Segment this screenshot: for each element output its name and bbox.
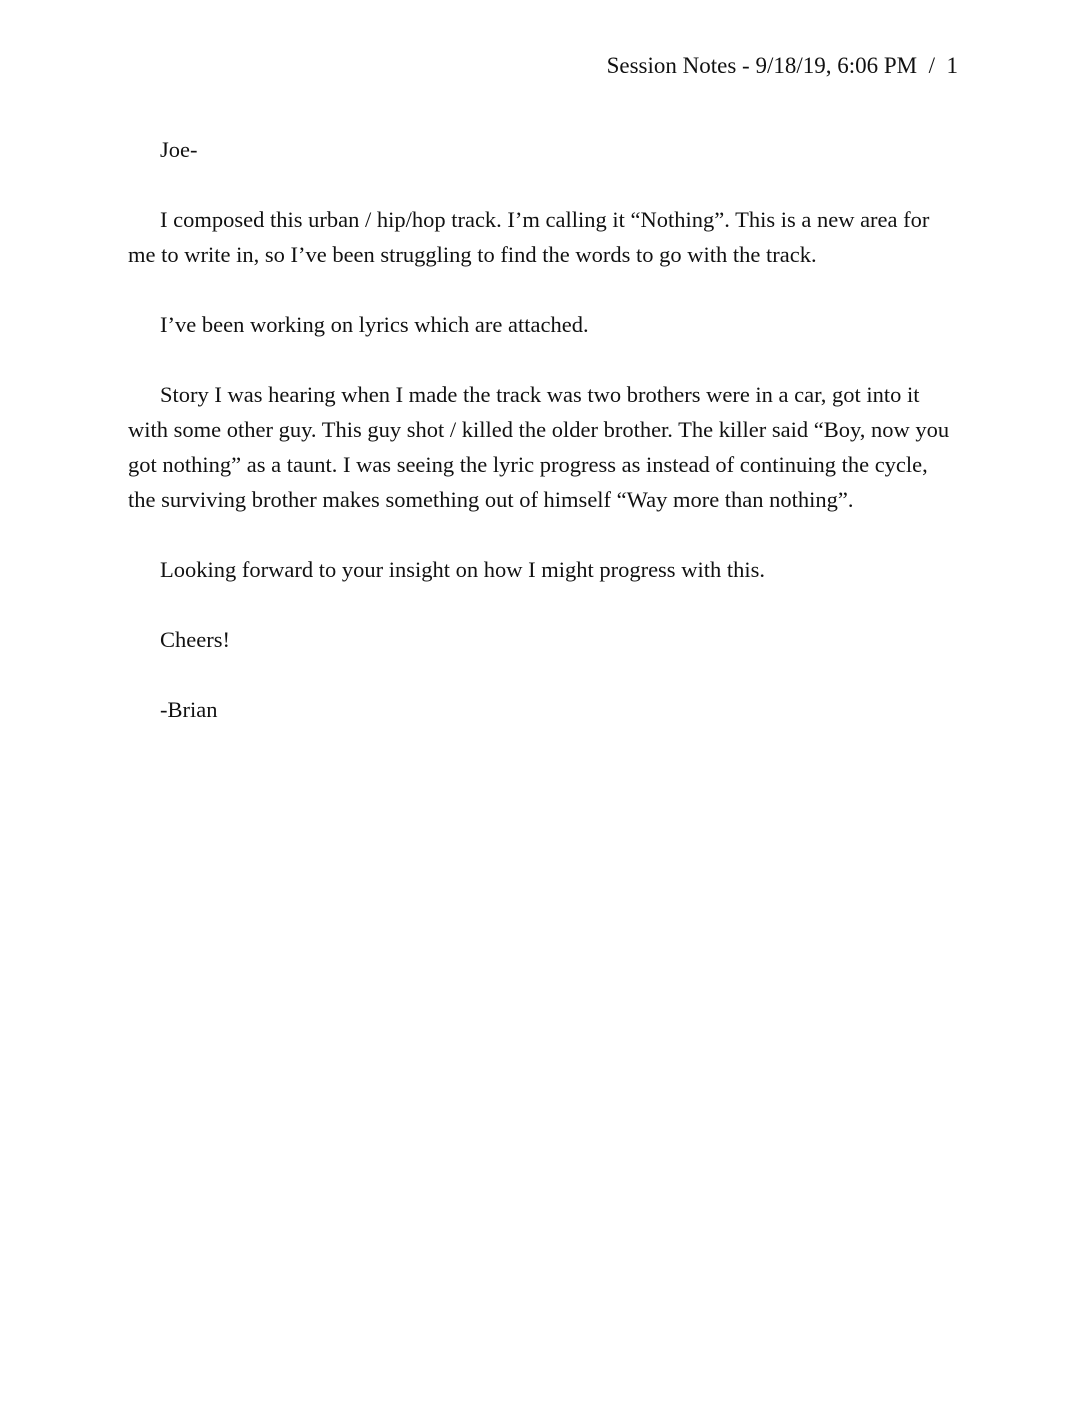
closing: Cheers! (160, 627, 230, 652)
letter-body (128, 132, 958, 762)
header-title: Session Notes - 9/18/19, 6:06 PM (606, 53, 918, 78)
header-separator: / (928, 53, 935, 78)
paragraph-closing-request: Looking forward to your insight on how I might progress with this. (160, 557, 765, 582)
page-number: 1 (946, 53, 958, 78)
paragraph-intro: I composed this urban / hip/hop track. I’m calling it “Nothing”. This is a new area for me to write in, so I’ve been struggling to find the words to go with the track. (128, 207, 930, 267)
signature: -Brian (160, 697, 218, 722)
paragraph-story: Story I was hearing when I made the track was two brothers were in a car, got into it with some other guy. This guy shot / killed the older brother. The killer said “Boy, now you got nothing” as a taunt. I was seeing the lyric progress as instead of continuing the cycle, the surviving brother makes something out of himself “Way more than nothing”. (128, 382, 950, 512)
salutation: Joe- (160, 137, 198, 162)
paragraph-lyrics: I’ve been working on lyrics which are attached. (160, 312, 589, 337)
page-header (607, 51, 958, 81)
